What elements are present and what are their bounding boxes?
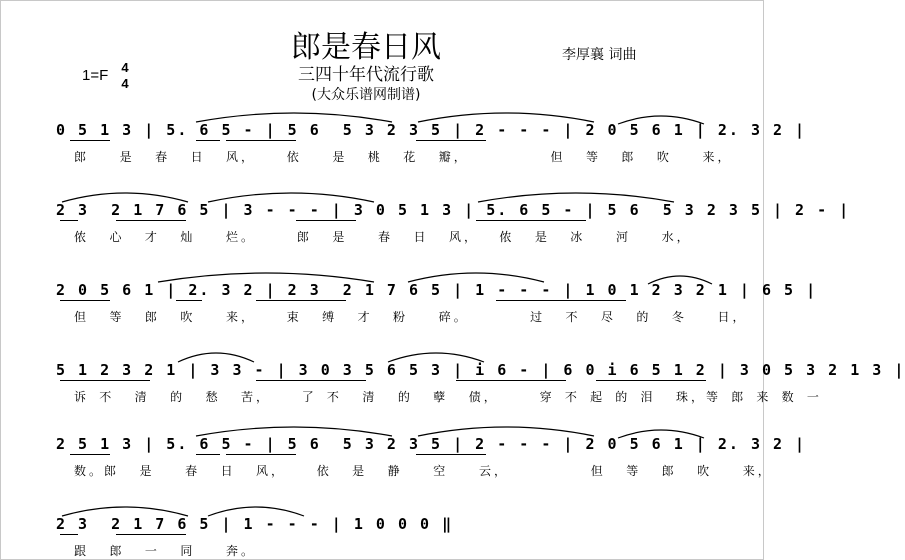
- slur: [406, 270, 546, 284]
- notation-line-5: 2 5 1 3 | 5. 6 5 - | 5 6 5 3 2 3 5 | 2 - - - | 2 0 5 6 1 | 2. 3 2 |: [56, 435, 807, 453]
- beam: [456, 380, 566, 381]
- beam: [496, 300, 626, 301]
- beam: [596, 380, 706, 381]
- score-line-6: [56, 512, 716, 558]
- beam: [226, 140, 296, 141]
- key-signature: 1=F: [82, 67, 109, 84]
- beam: [416, 454, 486, 455]
- time-signature-bottom: 4: [121, 76, 129, 91]
- time-signature: [118, 60, 132, 92]
- score-line-5: [56, 432, 807, 502]
- song-author: 李厚襄 词曲: [562, 47, 637, 63]
- score-source: (大众乐谱网制谱): [311, 87, 421, 103]
- lyric-line-5: 数。郎 是 春 日 风， 依 是 静 空 云， 但 等 郎 吹 来，: [74, 464, 773, 478]
- slur: [206, 504, 306, 518]
- beam: [116, 220, 186, 221]
- slur: [194, 110, 394, 124]
- score-line-2: [56, 198, 851, 268]
- lyric-line-1: 郎 是 春 日 风， 依 是 桃 花 瓣， 但 等 郎 吹 来，: [74, 150, 733, 164]
- notation-line-3: 2 0 5 6 1 | 2. 3 2 | 2 3 2 1 7 6 5 | 1 - - - | 1 0 1 2 3 2 1 | 6 5 |: [56, 281, 818, 299]
- beam: [196, 140, 220, 141]
- slur: [156, 270, 376, 284]
- beam: [60, 534, 78, 535]
- notation-line-2: 2 3 2 1 7 6 5 | 3 - - - | 3 0 5 1 3 | 5. 6 5 - | 5 6 5 3 2 3 5 | 2 - |: [56, 201, 851, 219]
- beam: [60, 220, 78, 221]
- notation-line-4: 5 1 2 3 2 1 | 3 3 - | 3 0 3 5 6 5 3 | i 6 - | 6 0 i 6 5 1 2 | 3 0 5 3 2 1 3 |: [56, 361, 905, 379]
- beam: [256, 380, 366, 381]
- lyric-line-4: 诉 不 清 的 愁 苦， 了 不 清 的 孽 债， 穿 不 起 的 泪 珠，等 郎 来 数 一: [74, 390, 822, 404]
- slur: [194, 424, 394, 438]
- beam: [256, 300, 346, 301]
- lyric-line-6: 跟 郎 一 同 奔。: [74, 544, 257, 558]
- beam: [416, 140, 486, 141]
- beam: [196, 454, 220, 455]
- beam: [70, 454, 110, 455]
- time-signature-top: 4: [121, 60, 129, 75]
- beam: [226, 454, 296, 455]
- beam: [70, 140, 110, 141]
- beam: [176, 300, 202, 301]
- score-line-4: [56, 358, 905, 428]
- score-line-3: [56, 278, 818, 348]
- beam: [60, 300, 110, 301]
- slur: [60, 190, 190, 204]
- beam: [296, 220, 356, 221]
- beam: [476, 220, 586, 221]
- slur: [616, 112, 706, 126]
- slur: [616, 426, 706, 440]
- slur: [60, 504, 190, 518]
- slur: [176, 350, 256, 364]
- song-title: 郎是春日风: [291, 30, 441, 65]
- lyric-line-3: 但 等 郎 吹 来， 束 缚 才 粉 碎。 过 不 尽 的 冬 日，: [74, 310, 748, 324]
- slur: [416, 424, 596, 438]
- slur: [206, 190, 376, 204]
- song-subtitle: 三四十年代流行歌: [298, 65, 434, 85]
- slur: [476, 190, 676, 204]
- slur: [386, 350, 486, 364]
- notation-line-6: 2 3 2 1 7 6 5 | 1 - - - | 1 0 0 0 ‖: [56, 515, 454, 533]
- lyric-line-2: 侬 心 才 灿 烂。 郎 是 春 日 风， 侬 是 冰 河 水，: [74, 230, 692, 244]
- slur: [646, 272, 714, 286]
- score-line-1: [56, 118, 807, 188]
- beam: [60, 380, 150, 381]
- beam: [116, 534, 186, 535]
- notation-line-1: 0 5 1 3 | 5. 6 5 - | 5 6 5 3 2 3 5 | 2 - - - | 2 0 5 6 1 | 2. 3 2 |: [56, 121, 807, 139]
- slur: [416, 110, 596, 124]
